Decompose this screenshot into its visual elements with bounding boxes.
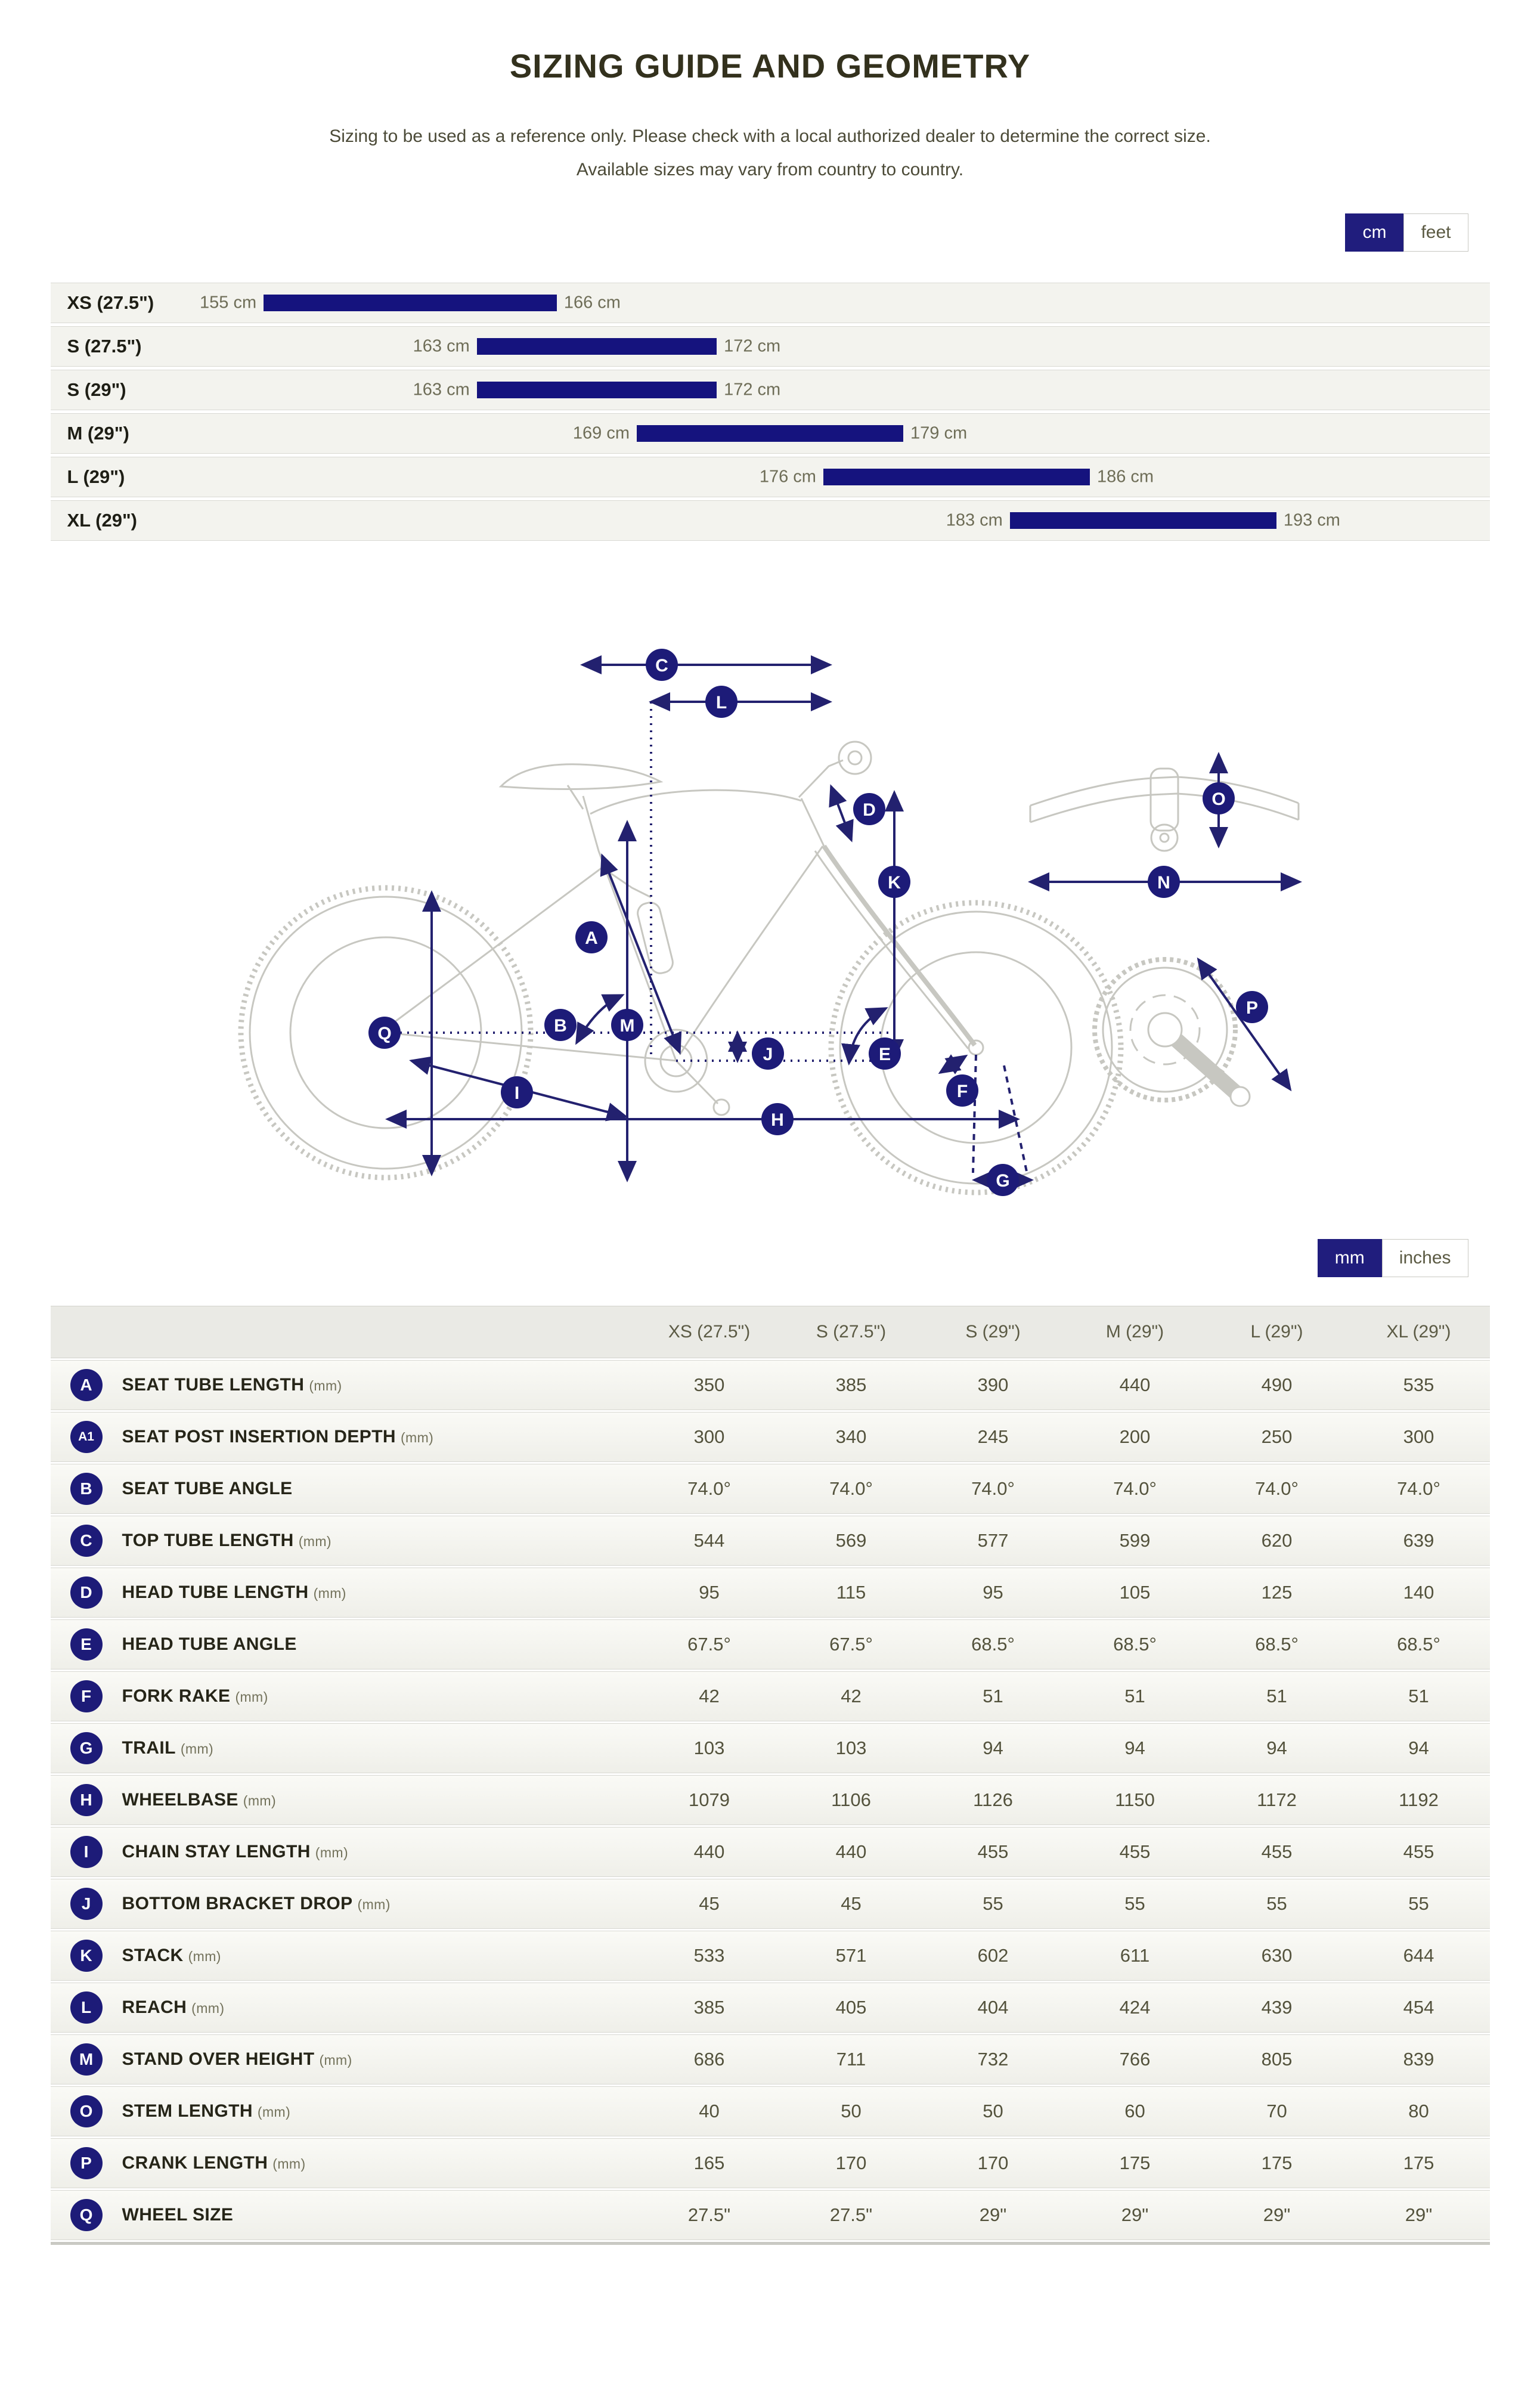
table-row xyxy=(51,1827,1490,1877)
range-track xyxy=(51,501,1490,540)
geometry-value-cell: 94 xyxy=(1408,1737,1429,1758)
geometry-value-cell: 405 xyxy=(835,1997,867,2018)
row-badge-cell xyxy=(51,1732,122,1764)
range-track xyxy=(51,370,1490,410)
row-label: WHEEL SIZE xyxy=(122,2205,234,2225)
dimension-arrow xyxy=(831,786,851,840)
range-min-label: 163 cm xyxy=(413,336,470,356)
row-badge-cell xyxy=(51,1680,122,1712)
diagram-badge-g xyxy=(987,1164,1019,1196)
rider-height-chart xyxy=(51,283,1490,541)
geometry-value-cell: 175 xyxy=(1119,2152,1151,2173)
range-bar xyxy=(637,425,903,442)
table-row xyxy=(51,1671,1490,1721)
diagram-badge-f xyxy=(946,1074,978,1107)
geometry-value-cell: 29" xyxy=(1263,2204,1291,2225)
geometry-value-cell: 440 xyxy=(693,1841,725,1862)
row-label: HEAD TUBE LENGTH (mm) xyxy=(122,1582,346,1602)
geometry-value-cell: 55 xyxy=(983,1893,1003,1914)
geometry-value-cell: 140 xyxy=(1403,1582,1434,1603)
row-badge-e: E xyxy=(70,1628,103,1661)
row-unit: (mm) xyxy=(315,1845,349,1860)
svg-text:A: A xyxy=(584,928,598,948)
geometry-value-cell: 300 xyxy=(1403,1426,1434,1447)
geometry-value-cell: 175 xyxy=(1403,2152,1434,2173)
page-subtitle xyxy=(0,120,1540,186)
geometry-value-cell: 390 xyxy=(977,1374,1009,1395)
geometry-value-cell: 639 xyxy=(1403,1530,1434,1551)
row-unit: (mm) xyxy=(243,1793,277,1808)
table-row xyxy=(51,1464,1490,1514)
table-row xyxy=(51,1723,1490,1773)
geometry-value-cell: 68.5° xyxy=(971,1634,1015,1655)
range-min-label: 163 cm xyxy=(413,380,470,399)
diagram-badge-q xyxy=(368,1017,401,1049)
row-label: CHAIN STAY LENGTH (mm) xyxy=(122,1842,349,1861)
geometry-value-cell: 424 xyxy=(1119,1997,1151,2018)
geometry-value-cell: 1192 xyxy=(1399,1789,1439,1810)
svg-text:J: J xyxy=(763,1045,773,1064)
row-unit: (mm) xyxy=(319,2052,352,2068)
diagram-badge-p xyxy=(1236,991,1268,1023)
geometry-value-cell: 711 xyxy=(836,2049,866,2070)
geometry-value-cell: 454 xyxy=(1403,1997,1434,2018)
range-track xyxy=(51,283,1490,323)
range-max-label: 172 cm xyxy=(724,336,781,356)
row-badge-f: F xyxy=(70,1680,103,1712)
svg-text:O: O xyxy=(1211,789,1226,809)
diagram-badge-j xyxy=(752,1037,784,1070)
geometry-value-cell: 95 xyxy=(699,1582,720,1603)
geometry-value-cell: 1150 xyxy=(1115,1789,1155,1810)
row-label: WHEELBASE (mm) xyxy=(122,1790,277,1810)
geometry-value-cell: 455 xyxy=(1261,1841,1293,1862)
row-label: BOTTOM BRACKET DROP (mm) xyxy=(122,1894,391,1913)
geometry-value-cell: 74.0° xyxy=(971,1478,1015,1499)
geometry-value-cell: 1079 xyxy=(689,1789,730,1810)
svg-text:P: P xyxy=(1245,998,1258,1018)
diagram-badge-k xyxy=(878,866,910,898)
row-badge-h: H xyxy=(70,1784,103,1816)
geometry-value-cell: 94 xyxy=(983,1737,1003,1758)
diagram-badge-b xyxy=(544,1009,577,1041)
geometry-value-cell: 68.5° xyxy=(1397,1634,1440,1655)
geometry-value-cell: 42 xyxy=(841,1686,862,1706)
geometry-value-cell: 74.0° xyxy=(1255,1478,1299,1499)
size-label: M (29") xyxy=(67,423,129,444)
geometry-value-cell: 60 xyxy=(1124,2101,1145,2121)
geometry-value-cell: 644 xyxy=(1403,1945,1434,1966)
row-badge-c: C xyxy=(70,1525,103,1557)
svg-text:E: E xyxy=(878,1045,891,1064)
svg-text:Q: Q xyxy=(377,1024,392,1043)
range-max-label: 179 cm xyxy=(910,423,968,443)
geometry-value-cell: 385 xyxy=(693,1997,725,2018)
size-column-header: XS (27.5") xyxy=(668,1322,751,1342)
geometry-value-cell: 74.0° xyxy=(829,1478,873,1499)
row-badge-i: I xyxy=(70,1836,103,1868)
geometry-table-header xyxy=(51,1306,1490,1358)
geometry-value-cell: 686 xyxy=(693,2049,725,2070)
row-label: HEAD TUBE ANGLE xyxy=(122,1634,297,1654)
geometry-value-cell: 29" xyxy=(1405,2204,1433,2225)
size-range-row xyxy=(51,326,1490,367)
geometry-value-cell: 200 xyxy=(1119,1426,1151,1447)
row-badge-k: K xyxy=(70,1940,103,1972)
geometry-value-cell: 165 xyxy=(693,2152,725,2173)
row-badge-cell xyxy=(51,1576,122,1609)
row-badge-g: G xyxy=(70,1732,103,1764)
range-max-label: 186 cm xyxy=(1096,467,1154,487)
geometry-value-cell: 245 xyxy=(977,1426,1009,1447)
size-label: XL (29") xyxy=(67,510,137,531)
geometry-value-cell: 440 xyxy=(1119,1374,1151,1395)
row-badge-q: Q xyxy=(70,2199,103,2231)
row-unit: (mm) xyxy=(188,1949,221,1964)
range-min-label: 155 cm xyxy=(200,293,257,312)
geometry-unit-toggle xyxy=(1318,1239,1468,1277)
table-row xyxy=(51,1568,1490,1618)
diagram-badge-n xyxy=(1148,866,1180,898)
svg-text:G: G xyxy=(995,1171,1010,1191)
row-badge-cell xyxy=(51,2199,122,2231)
geometry-value-cell: 94 xyxy=(1124,1737,1145,1758)
geometry-value-cell: 455 xyxy=(977,1841,1009,1862)
row-unit: (mm) xyxy=(298,1534,331,1549)
row-badge-b: B xyxy=(70,1473,103,1505)
size-range-row xyxy=(51,283,1490,323)
geometry-value-cell: 440 xyxy=(835,1841,867,1862)
svg-text:N: N xyxy=(1157,873,1170,893)
height-unit-toggle xyxy=(1345,213,1468,252)
range-track xyxy=(51,327,1490,366)
row-label: STEM LENGTH (mm) xyxy=(122,2101,291,2121)
geometry-value-cell: 105 xyxy=(1119,1582,1151,1603)
geometry-value-cell: 125 xyxy=(1261,1582,1293,1603)
row-unit: (mm) xyxy=(357,1897,391,1912)
row-label: TRAIL (mm) xyxy=(122,1738,214,1758)
geometry-value-cell: 455 xyxy=(1403,1841,1434,1862)
row-unit: (mm) xyxy=(180,1741,214,1757)
geometry-value-cell: 455 xyxy=(1119,1841,1151,1862)
row-badge-cell xyxy=(51,1525,122,1557)
row-unit: (mm) xyxy=(401,1430,434,1445)
height-unit-option-cm[interactable]: cm xyxy=(1345,213,1403,252)
geometry-unit-option-inches[interactable]: inches xyxy=(1382,1239,1468,1277)
row-label: FORK RAKE (mm) xyxy=(122,1686,268,1706)
size-column-header: S (27.5") xyxy=(816,1322,887,1342)
row-badge-cell xyxy=(51,2147,122,2179)
row-badge-cell xyxy=(51,2095,122,2127)
row-unit: (mm) xyxy=(257,2104,291,2120)
crankset-icon xyxy=(1095,959,1250,1106)
diagram-badge-e xyxy=(869,1037,901,1070)
diagram-badge-c xyxy=(646,649,678,681)
geometry-value-cell: 175 xyxy=(1261,2152,1293,2173)
geometry-value-cell: 569 xyxy=(835,1530,867,1551)
geometry-value-cell: 68.5° xyxy=(1113,1634,1157,1655)
geometry-value-cell: 70 xyxy=(1266,2101,1287,2121)
row-badge-cell xyxy=(51,1991,122,2024)
row-badge-a: A xyxy=(70,1369,103,1401)
height-unit-toggle-row xyxy=(51,213,1490,252)
svg-text:D: D xyxy=(862,800,876,820)
row-unit: (mm) xyxy=(313,1585,346,1601)
table-row xyxy=(51,2086,1490,2136)
geometry-value-cell: 74.0° xyxy=(1113,1478,1157,1499)
size-label: XS (27.5") xyxy=(67,292,154,313)
geometry-value-cell: 577 xyxy=(977,1530,1009,1551)
diagram-badge-m xyxy=(611,1009,643,1041)
geometry-value-cell: 74.0° xyxy=(687,1478,731,1499)
svg-text:C: C xyxy=(655,656,668,676)
row-badge-l: L xyxy=(70,1991,103,2024)
row-unit: (mm) xyxy=(272,2156,306,2172)
page-title: SIZING GUIDE AND GEOMETRY xyxy=(509,47,1031,85)
row-label: STACK (mm) xyxy=(122,1946,221,1965)
table-row xyxy=(51,2138,1490,2188)
geometry-value-cell: 170 xyxy=(977,2152,1009,2173)
row-badge-cell xyxy=(51,1836,122,1868)
svg-text:H: H xyxy=(770,1110,784,1130)
geometry-value-cell: 300 xyxy=(693,1426,725,1447)
geometry-value-cell: 250 xyxy=(1261,1426,1293,1447)
geometry-value-cell: 103 xyxy=(835,1737,867,1758)
size-column-header: M (29") xyxy=(1105,1322,1164,1342)
range-bar xyxy=(823,469,1090,485)
row-badge-d: D xyxy=(70,1576,103,1609)
row-label: STAND OVER HEIGHT (mm) xyxy=(122,2049,352,2069)
geometry-value-cell: 95 xyxy=(983,1582,1003,1603)
size-column-header: S (29") xyxy=(965,1322,1021,1342)
geometry-value-cell: 115 xyxy=(836,1582,866,1603)
geometry-value-cell: 51 xyxy=(1408,1686,1429,1706)
row-badge-cell xyxy=(51,1473,122,1505)
row-unit: (mm) xyxy=(309,1378,342,1393)
table-row xyxy=(51,1931,1490,1981)
geometry-value-cell: 103 xyxy=(693,1737,725,1758)
range-min-label: 176 cm xyxy=(759,467,816,487)
svg-text:I: I xyxy=(514,1083,519,1103)
geometry-value-cell: 544 xyxy=(693,1530,725,1551)
row-label: SEAT POST INSERTION DEPTH (mm) xyxy=(122,1427,434,1447)
table-row xyxy=(51,1412,1490,1462)
table-row xyxy=(51,1516,1490,1566)
geometry-value-cell: 170 xyxy=(835,2152,867,2173)
geometry-value-cell: 839 xyxy=(1403,2049,1434,2070)
range-max-label: 172 cm xyxy=(724,380,781,399)
range-max-label: 166 cm xyxy=(563,293,621,312)
row-badge-cell xyxy=(51,1369,122,1401)
geometry-value-cell: 42 xyxy=(699,1686,720,1706)
geometry-value-cell: 439 xyxy=(1261,1997,1293,2018)
size-range-row xyxy=(51,500,1490,541)
geometry-value-cell: 1106 xyxy=(831,1789,871,1810)
geometry-value-cell: 50 xyxy=(983,2101,1003,2121)
row-label: SEAT TUBE LENGTH (mm) xyxy=(122,1375,342,1395)
geometry-value-cell: 404 xyxy=(977,1997,1009,2018)
geometry-value-cell: 732 xyxy=(977,2049,1009,2070)
svg-text:K: K xyxy=(887,873,901,893)
geometry-table xyxy=(51,1306,1490,2245)
geometry-value-cell: 51 xyxy=(1124,1686,1145,1706)
geometry-value-cell: 45 xyxy=(841,1893,862,1914)
geometry-value-cell: 620 xyxy=(1261,1530,1293,1551)
row-badge-cell xyxy=(51,1940,122,1972)
row-badge-cell xyxy=(51,1888,122,1920)
row-badge-a1: A1 xyxy=(70,1421,103,1453)
dimension-arrow xyxy=(940,1056,966,1073)
bike-diagram-svg xyxy=(234,612,1307,1209)
handlebar-icon xyxy=(1030,769,1299,851)
geometry-value-cell: 1172 xyxy=(1257,1789,1297,1810)
row-unit: (mm) xyxy=(191,2000,225,2016)
geometry-value-cell: 766 xyxy=(1119,2049,1151,2070)
range-min-label: 169 cm xyxy=(572,423,630,443)
table-row xyxy=(51,1983,1490,2033)
subtitle-line-2: Available sizes may vary from country to country. xyxy=(576,159,964,179)
geometry-value-cell: 27.5" xyxy=(829,2204,873,2225)
row-badge-cell xyxy=(51,1421,122,1453)
diagram-badge-i xyxy=(501,1076,533,1108)
geometry-value-cell: 490 xyxy=(1261,1374,1293,1395)
range-bar xyxy=(264,295,557,311)
bike-geometry-diagram xyxy=(234,612,1307,1212)
geometry-unit-option-mm[interactable]: mm xyxy=(1318,1239,1382,1277)
size-label: S (29") xyxy=(67,379,126,400)
geometry-value-cell: 94 xyxy=(1266,1737,1287,1758)
row-label: CRANK LENGTH (mm) xyxy=(122,2153,306,2173)
geometry-value-cell: 1126 xyxy=(973,1789,1013,1810)
geometry-value-cell: 40 xyxy=(699,2101,720,2121)
table-row xyxy=(51,2034,1490,2084)
geometry-value-cell: 55 xyxy=(1266,1893,1287,1914)
diagram-badge-l xyxy=(705,686,738,718)
geometry-value-cell: 29" xyxy=(1121,2204,1149,2225)
diagram-badge-h xyxy=(761,1103,794,1135)
row-badge-j: J xyxy=(70,1888,103,1920)
range-track xyxy=(51,457,1490,497)
geometry-value-cell: 55 xyxy=(1408,1893,1429,1914)
geometry-value-cell: 50 xyxy=(841,2101,862,2121)
svg-text:B: B xyxy=(553,1016,567,1036)
range-max-label: 193 cm xyxy=(1283,510,1340,530)
geometry-value-cell: 571 xyxy=(835,1945,867,1966)
size-column-header: XL (29") xyxy=(1386,1322,1451,1342)
geometry-value-cell: 68.5° xyxy=(1255,1634,1299,1655)
size-range-row xyxy=(51,370,1490,410)
row-label: REACH (mm) xyxy=(122,1997,225,2017)
row-badge-cell xyxy=(51,1784,122,1816)
subtitle-line-1: Sizing to be used as a reference only. Please check with a local authorized dealer to determine the correct size. xyxy=(329,126,1211,146)
row-label: TOP TUBE LENGTH (mm) xyxy=(122,1531,331,1550)
table-row xyxy=(51,1360,1490,1410)
row-badge-p: P xyxy=(70,2147,103,2179)
row-unit: (mm) xyxy=(235,1689,268,1705)
guide-line xyxy=(973,1055,976,1173)
geometry-value-cell: 80 xyxy=(1408,2101,1429,2121)
geometry-unit-toggle-row xyxy=(51,1239,1490,1277)
size-label: S (27.5") xyxy=(67,336,142,357)
geometry-value-cell: 55 xyxy=(1124,1893,1145,1914)
geometry-value-cell: 340 xyxy=(835,1426,867,1447)
geometry-value-cell: 27.5" xyxy=(687,2204,731,2225)
geometry-value-cell: 599 xyxy=(1119,1530,1151,1551)
table-row xyxy=(51,1775,1490,1825)
size-label: L (29") xyxy=(67,466,125,487)
row-badge-cell xyxy=(51,1628,122,1661)
geometry-value-cell: 67.5° xyxy=(829,1634,873,1655)
geometry-value-cell: 74.0° xyxy=(1397,1478,1440,1499)
geometry-value-cell: 602 xyxy=(977,1945,1009,1966)
range-bar xyxy=(1010,512,1276,529)
geometry-value-cell: 51 xyxy=(1266,1686,1287,1706)
svg-text:L: L xyxy=(715,693,727,713)
diagram-badge-d xyxy=(853,793,885,825)
range-min-label: 183 cm xyxy=(946,510,1003,530)
geometry-value-cell: 67.5° xyxy=(687,1634,731,1655)
diagram-badge-a xyxy=(575,921,608,953)
geometry-value-cell: 535 xyxy=(1403,1374,1434,1395)
table-row xyxy=(51,2190,1490,2240)
svg-text:F: F xyxy=(956,1082,968,1101)
geometry-value-cell: 51 xyxy=(983,1686,1003,1706)
range-track xyxy=(51,414,1490,453)
row-badge-cell xyxy=(51,2043,122,2076)
geometry-value-cell: 45 xyxy=(699,1893,720,1914)
geometry-value-cell: 385 xyxy=(835,1374,867,1395)
diagram-badge-o xyxy=(1203,782,1235,814)
geometry-value-cell: 630 xyxy=(1261,1945,1293,1966)
geometry-value-cell: 611 xyxy=(1120,1945,1150,1966)
geometry-value-cell: 29" xyxy=(979,2204,1007,2225)
size-range-row xyxy=(51,413,1490,454)
row-badge-o: O xyxy=(70,2095,103,2127)
row-badge-m: M xyxy=(70,2043,103,2076)
table-bottom-border xyxy=(51,2242,1490,2245)
height-unit-option-feet[interactable]: feet xyxy=(1403,213,1468,252)
geometry-value-cell: 805 xyxy=(1261,2049,1293,2070)
range-bar xyxy=(477,338,717,355)
table-row xyxy=(51,1619,1490,1669)
table-row xyxy=(51,1879,1490,1929)
geometry-value-cell: 350 xyxy=(693,1374,725,1395)
row-label: SEAT TUBE ANGLE xyxy=(122,1479,293,1498)
svg-text:M: M xyxy=(619,1016,634,1036)
size-range-row xyxy=(51,457,1490,497)
geometry-value-cell: 533 xyxy=(693,1945,725,1966)
size-column-header: L (29") xyxy=(1250,1322,1303,1342)
range-bar xyxy=(477,382,717,398)
